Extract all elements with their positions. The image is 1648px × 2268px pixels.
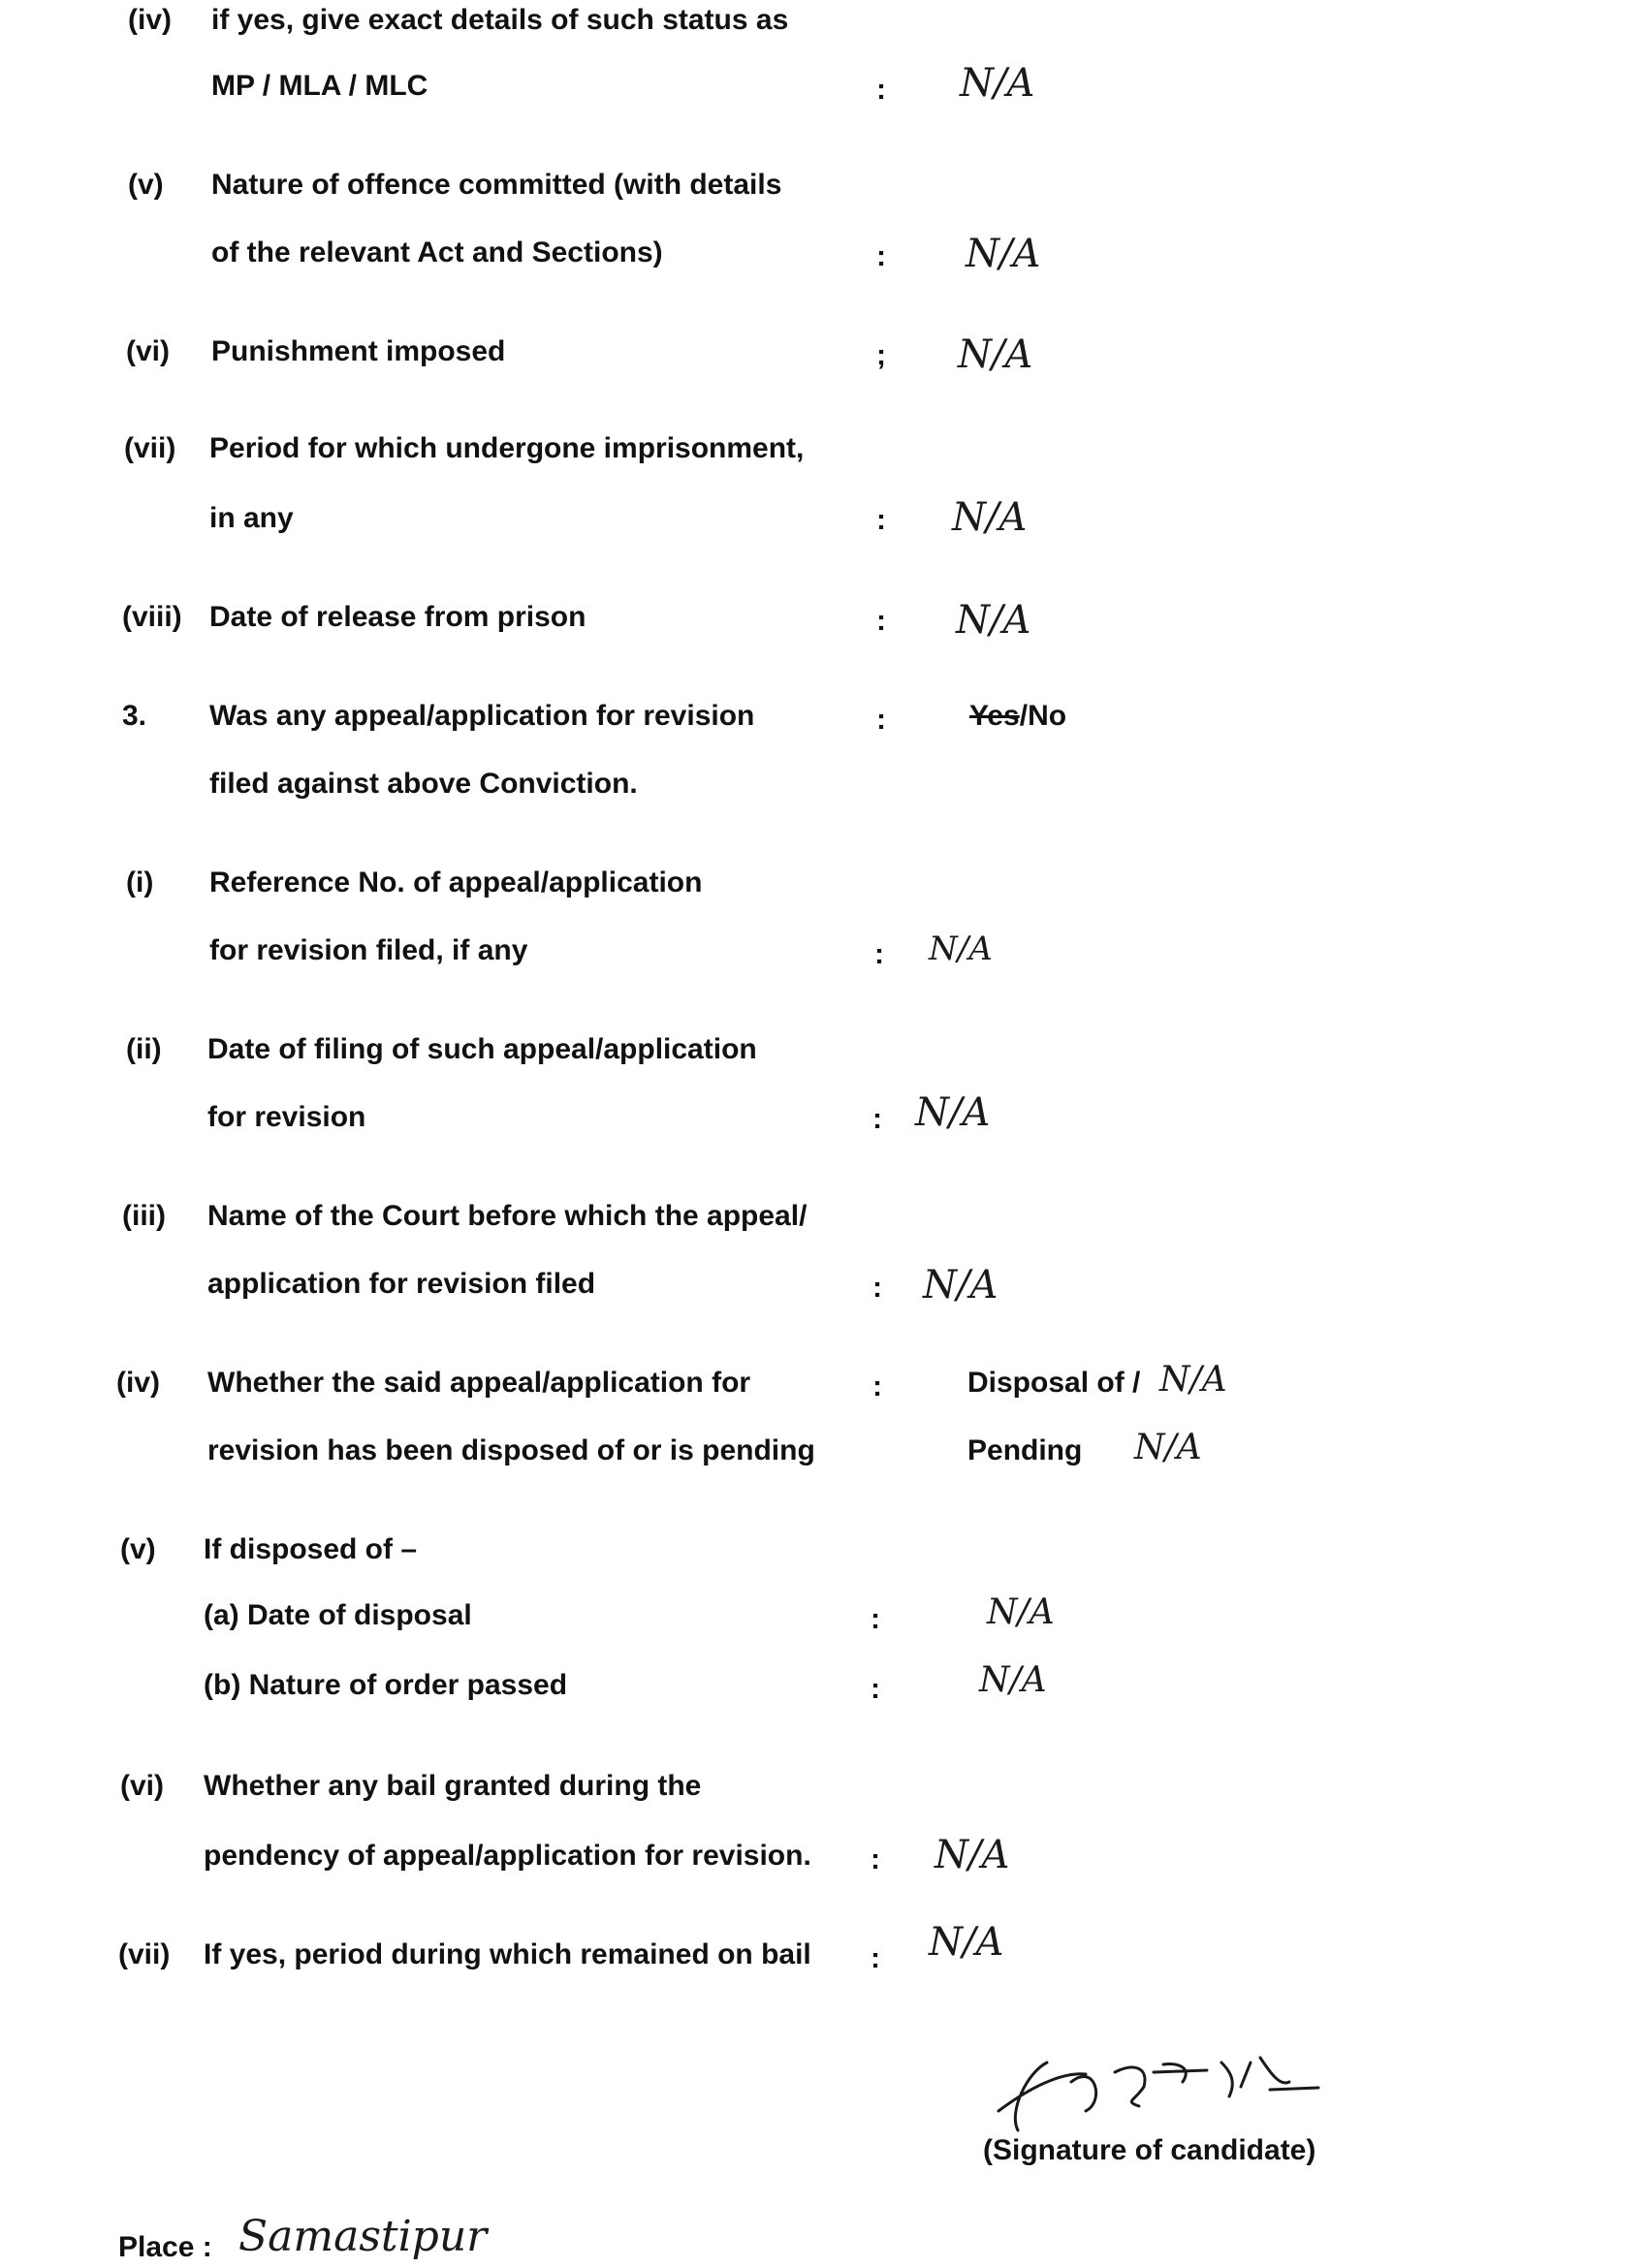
handwritten-answer: N/A <box>915 1090 991 1135</box>
handwritten-answer: N/A <box>960 61 1035 106</box>
item-question: Name of the Court before which the appeal/ <box>207 1200 808 1232</box>
handwritten-answer: N/A <box>958 332 1033 377</box>
item-question: Date of release from prison <box>209 601 586 633</box>
colon-separator: : <box>876 704 886 736</box>
item-question: If disposed of – <box>204 1533 418 1565</box>
item-number: (ii) <box>126 1033 162 1065</box>
item-number: (i) <box>126 866 154 898</box>
option-disposal: Disposal of / <box>967 1367 1141 1399</box>
colon-separator: : <box>872 1370 882 1402</box>
item-number: (v) <box>120 1533 156 1565</box>
struck-yes: Yes <box>969 700 1020 732</box>
item-question: Reference No. of appeal/application <box>209 866 703 898</box>
item-question-cont: MP / MLA / MLC <box>211 70 428 102</box>
handwritten-answer: N/A <box>935 1833 1010 1877</box>
item-question: Period for which undergone imprisonment, <box>209 432 805 464</box>
item-question: If yes, period during which remained on bail <box>204 1938 811 1970</box>
item-number: (vii) <box>124 432 176 464</box>
handwritten-answer: N/A <box>956 598 1031 643</box>
colon-separator: : <box>876 504 886 536</box>
colon-separator: : <box>874 938 884 970</box>
item-question-cont: for revision filed, if any <box>209 934 528 966</box>
item-question: if yes, give exact details of such status as <box>211 4 789 36</box>
item-number: (iv) <box>116 1367 160 1399</box>
item-number: (v) <box>128 169 164 201</box>
item-number: (vii) <box>118 1938 171 1970</box>
item-number: (iii) <box>122 1200 166 1232</box>
handwritten-answer: N/A <box>1134 1428 1202 1467</box>
handwritten-answer: N/A <box>929 1920 1004 1965</box>
item-question: Was any appeal/application for revision <box>209 700 755 732</box>
item-question-cont: in any <box>209 502 294 534</box>
handwritten-answer: N/A <box>923 1263 998 1307</box>
handwritten-answer: N/A <box>1159 1360 1227 1400</box>
colon-separator: : <box>871 1843 880 1875</box>
handwritten-answer: N/A <box>987 1592 1055 1632</box>
item-question: Nature of offence committed (with details <box>211 169 782 201</box>
place-value: Samastipur <box>238 2212 488 2261</box>
item-question-cont: revision has been disposed of or is pending <box>207 1434 815 1466</box>
signature-caption: (Signature of candidate) <box>983 2134 1316 2166</box>
sub-item-label: (a) Date of disposal <box>204 1599 472 1631</box>
yes-no-answer <box>969 702 1066 731</box>
item-number: (vi) <box>126 335 170 367</box>
item-question: Whether any bail granted during the <box>204 1770 702 1802</box>
option-pending: Pending <box>967 1434 1083 1466</box>
colon-separator: : <box>871 1673 880 1705</box>
item-number: 3. <box>122 700 147 732</box>
colon-separator: : <box>871 1603 880 1635</box>
sub-item-label: (b) Nature of order passed <box>204 1669 568 1701</box>
answer-no: /No <box>1019 700 1067 732</box>
item-question-cont: filed against above Conviction. <box>209 768 638 800</box>
item-number: (vi) <box>120 1770 164 1802</box>
item-question-cont: for revision <box>207 1101 366 1133</box>
item-question-cont: of the relevant Act and Sections) <box>211 236 663 268</box>
colon-separator: : <box>872 1103 882 1135</box>
place-label: Place : <box>118 2231 212 2263</box>
handwritten-answer: N/A <box>966 232 1041 276</box>
colon-separator: : <box>872 1272 882 1304</box>
colon-separator: : <box>876 240 886 272</box>
item-question: Punishment imposed <box>211 335 506 367</box>
handwritten-answer: N/A <box>952 495 1028 540</box>
handwritten-answer: N/A <box>929 929 993 968</box>
item-question-cont: pendency of appeal/application for revision. <box>204 1840 811 1872</box>
handwritten-answer: N/A <box>979 1660 1047 1700</box>
colon-separator: : <box>876 74 886 106</box>
item-question-cont: application for revision filed <box>207 1268 596 1300</box>
item-question: Whether the said appeal/application for <box>207 1367 751 1399</box>
item-question: Date of filing of such appeal/application <box>207 1033 757 1065</box>
item-number: (iv) <box>128 4 172 36</box>
colon-separator: ; <box>876 339 886 371</box>
colon-separator: : <box>876 605 886 637</box>
colon-separator: : <box>871 1942 880 1974</box>
item-number: (viii) <box>122 601 182 633</box>
